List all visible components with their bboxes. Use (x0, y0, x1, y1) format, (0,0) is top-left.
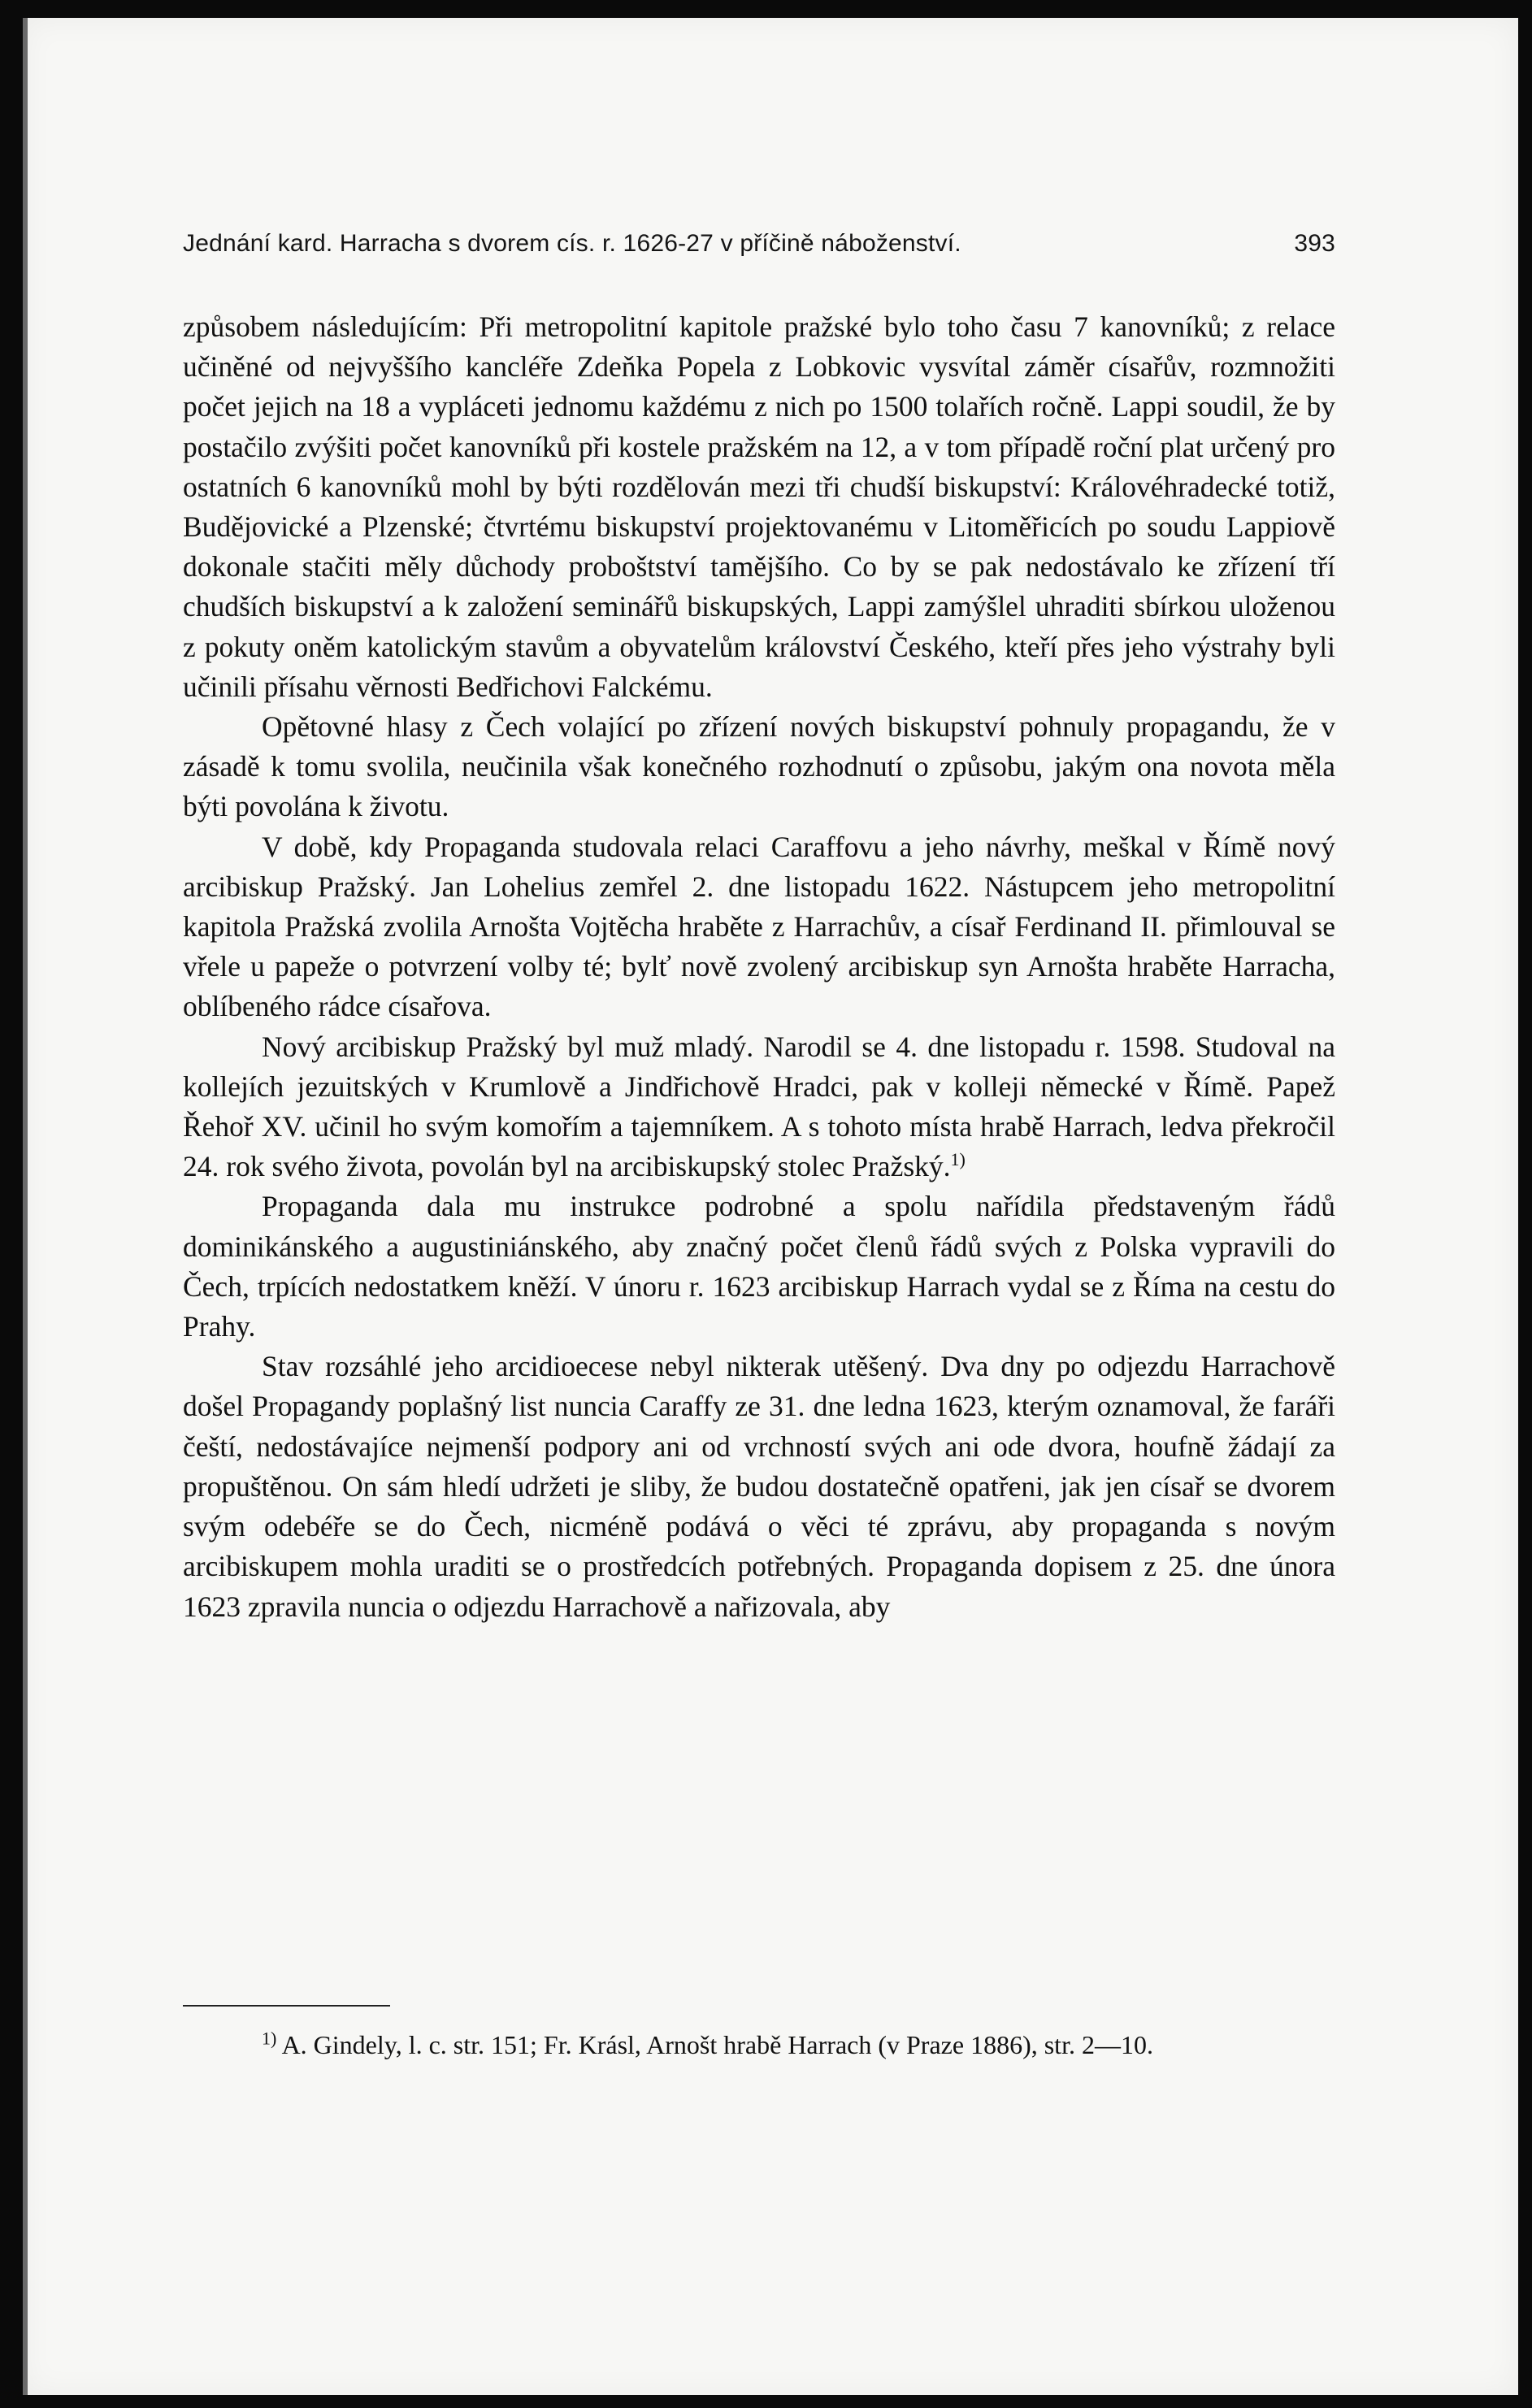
footnote-marker: 1) (262, 2028, 277, 2049)
footnote-reference: 1) (950, 1149, 966, 1170)
running-title: Jednání kard. Harracha s dvorem cís. r. 1626-27 v příčině náboženství. (183, 230, 961, 257)
paragraph-3: V době, kdy Propaganda studovala relaci Caraffovu a jeho návrhy, meškal v Římě nový arcibiskup Pražský. Jan Lohelius zemřel 2. dne listopadu 1622. Nástupcem jeho metropolitní kapitola Pražská zvolila Arnošta Vojtěcha hraběte z Harrachův, a císař Ferdinand II. přimlouval se vřele u papeže o potvrzení volby té; bylť nově zvolený arcibiskup syn Arnošta hraběte Harracha, oblíbeného rádce císařova. (183, 830, 1335, 1023)
page-number: 393 (1294, 230, 1335, 257)
paragraph-4 (183, 1027, 1335, 1187)
footnote-text: A. Gindely, l. c. str. 151; Fr. Krásl, Arnošt hrabě Harrach (v Praze 1886), str. 2—10. (281, 2030, 1153, 2059)
paragraph-2: Opětovné hlasy z Čech volající po zřízení nových biskupství pohnuly propagandu, že v zásadě k tomu svolila, neučinila však konečného rozhodnutí o způsobu, jakým ona novota měla býti povolána k životu. (183, 710, 1335, 823)
paragraph-1: způsobem následujícím: Při metropolitní kapitole pražské bylo toho času 7 kanovníků; z relace učiněné od nejvyššího kancléře Zdeňka Popela z Lobkovic vysvítal záměr císařův, rozmnožiti počet jejich na 18 a vypláceti jednomu každému z nich po 1500 tolařích ročně. Lappi soudil, že by postačilo zvýšiti počet kanovníků při kostele pražském na 12, a v tom případě roční plat určený pro ostatních 6 kanovníků mohl by býti rozdělován mezi tři chudší biskupství: Královéhradecké totiž, Budějovické a Plzenské; čtvrtému biskupství projektovanému v Litoměřicích po soudu Lappiově dokonale stačiti měly důchody proboštství tamějšího. Co by se pak nedostávalo ke zřízení tří chudších biskupství a k založení seminářů biskupských, Lappi zamýšlel uhraditi sbírkou uloženou z pokuty oněm katolickým stavům a obyvatelům království Českého, kteří přes jeho výstrahy byli učinili přísahu věrnosti Bedřichovi Falckému. (183, 310, 1335, 703)
paragraph-5: Propaganda dala mu instrukce podrobné a spolu nařídila představeným řádů dominikánského a augustiniánského, aby značný počet členů řádů svých z Polska vypravili do Čech, trpících nedostatkem kněží. V únoru r. 1623 arcibiskup Harrach vydal se z Říma na cestu do Prahy. (183, 1190, 1335, 1343)
footnote-1 (183, 2028, 1335, 2063)
body-text (183, 307, 1335, 1627)
footnote-divider (183, 2005, 390, 2007)
paragraph-4-text: Nový arcibiskup Pražský byl muž mladý. Narodil se 4. dne listopadu r. 1598. Studoval na kollejích jezuitských v Krumlově a Jindřichově Hradci, pak v kolleji německé v Římě. Papež Řehoř XV. učinil ho svým komořím a tajemníkem. A s tohoto místa hrabě Harrach, ledva překročil 24. rok svého života, povolán byl na arcibiskupský stolec Pražský. (183, 1030, 1335, 1183)
page-edge (23, 18, 28, 2395)
paragraph-6: Stav rozsáhlé jeho arcidioecese nebyl nikterak utěšený. Dva dny po odjezdu Harrachově došel Propagandy poplašný list nuncia Caraffy ze 31. dne ledna 1623, kterým oznamoval, že faráři čeští, nedostávajíce nejmenší podpory ani od vrchností svých ani ode dvora, houfně žádají za propuštěnou. On sám hledí udržeti je sliby, že budou dostatečně opatřeni, jak jen císař se dvorem svým odebéře se do Čech, nicméně podává o věci té zprávu, aby propaganda s novým arcibiskupem mohla uraditi se o prostředcích potřebných. Propaganda dopisem z 25. dne února 1623 zpravila nuncia o odjezdu Harrachově a nařizovala, aby (183, 1350, 1335, 1623)
running-header (183, 230, 1335, 258)
footnotes (183, 2028, 1335, 2063)
